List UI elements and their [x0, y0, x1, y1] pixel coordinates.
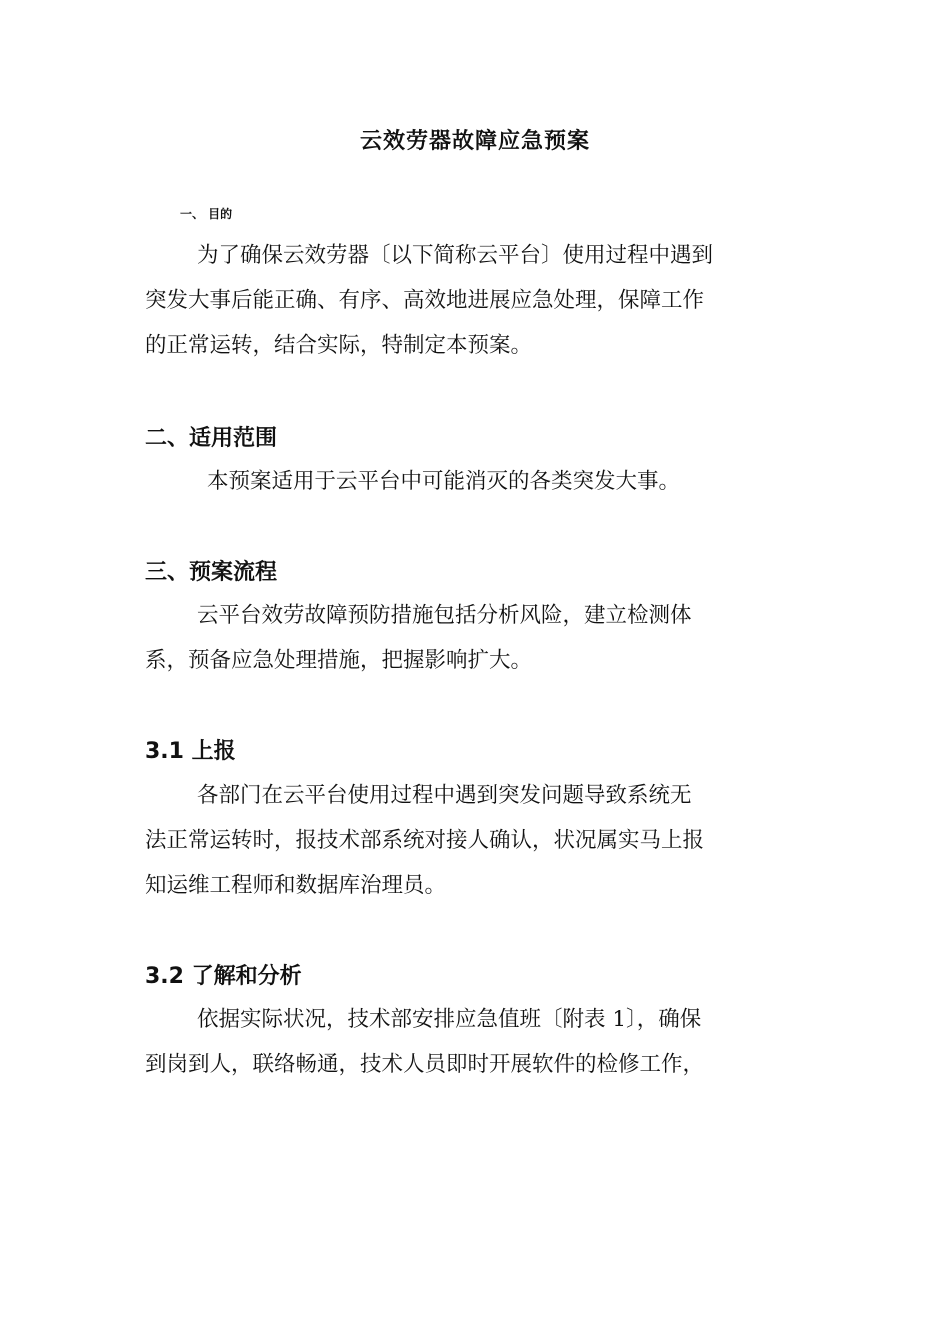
paragraph-line: 的正常运转，结合实际，特制定本预案。: [145, 333, 533, 358]
section-3-heading: 三、预案流程: [145, 560, 278, 585]
paragraph-line: 本预案适用于云平台中可能消灭的各类突发大事。: [207, 469, 681, 494]
paragraph-line: 为了确保云效劳器〔以下简称云平台〕使用过程中遇到: [197, 243, 714, 268]
document-title: 云效劳器故障应急预案: [359, 129, 590, 154]
paragraph-line: 知运维工程师和数据库治理员。: [145, 873, 447, 898]
paragraph-line: 突发大事后能正确、有序、高效地进展应急处理，保障工作: [145, 288, 705, 313]
section-3-2-heading: 3.2 了解和分析: [145, 964, 302, 989]
section-3-2-paragraph: [145, 997, 815, 1087]
section-3-1-paragraph: [145, 773, 815, 908]
section-2-paragraph: [145, 459, 815, 504]
section-1-heading: 一、 目的: [180, 207, 233, 221]
section-1-paragraph: [145, 233, 815, 368]
section-3-1-heading: 3.1 上报: [145, 739, 236, 764]
paragraph-line: 云平台效劳故障预防措施包括分析风险，建立检测体: [197, 603, 692, 628]
paragraph-line: 系，预备应急处理措施，把握影响扩大。: [145, 648, 533, 673]
section-2-heading: 二、适用范围: [145, 426, 278, 451]
paragraph-line: 各部门在云平台使用过程中遇到突发问题导致系统无: [197, 783, 692, 808]
paragraph-line: 到岗到人，联络畅通，技术人员即时开展软件的检修工作，: [145, 1052, 705, 1077]
paragraph-line: 法正常运转时，报技术部系统对接人确认，状况属实马上报: [145, 828, 705, 853]
section-3-paragraph: [145, 593, 815, 683]
paragraph-line: 依据实际状况，技术部安排应急值班〔附表 1〕，确保: [197, 1007, 702, 1032]
